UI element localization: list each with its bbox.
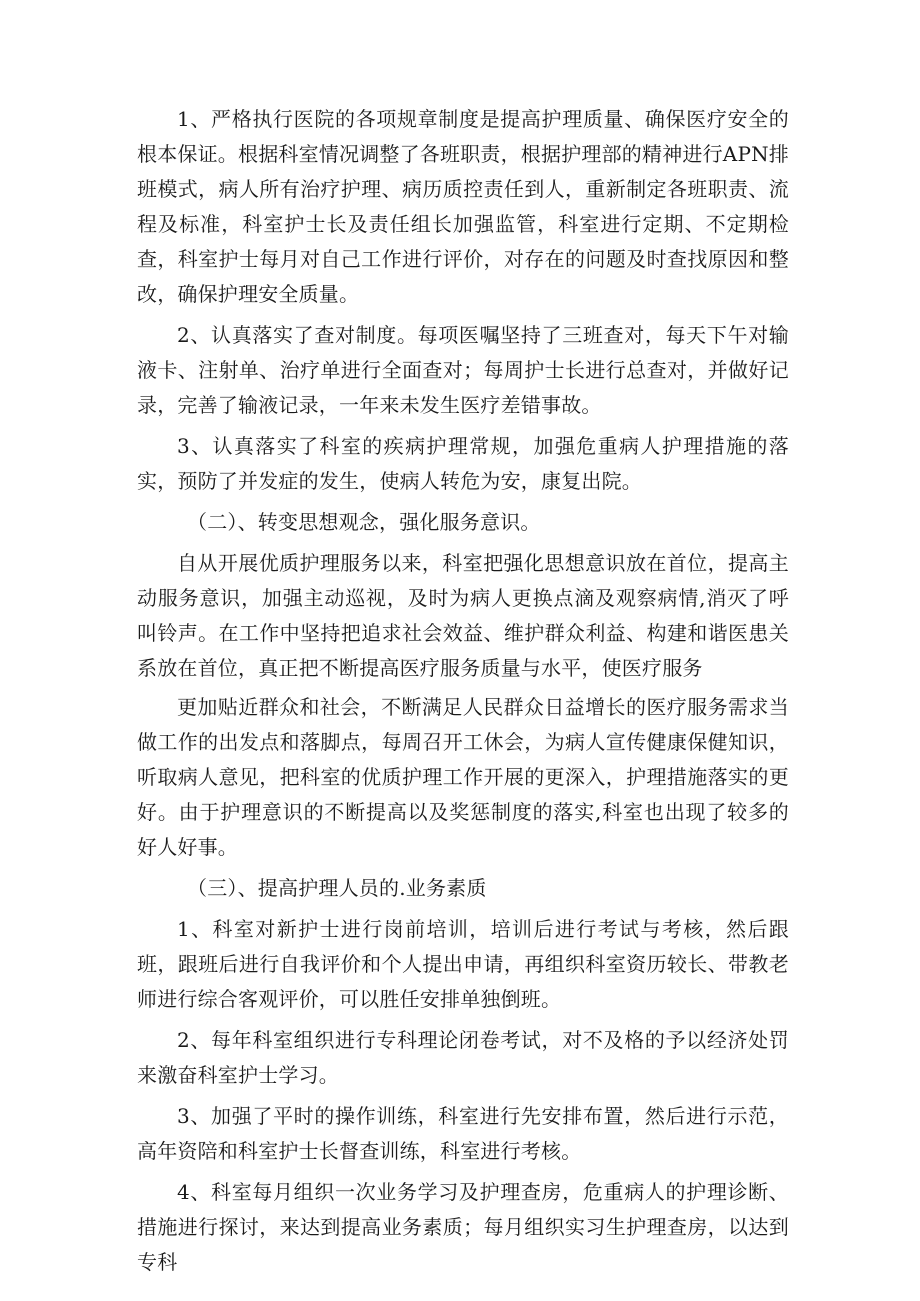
paragraph-check-system: 2、认真落实了查对制度。每项医嘱坚持了三班查对，每天下午对输液卡、注射单、治疗单进行全面查对；每周护士长进行总查对，并做好记录，完善了输液记录，一年来未发生医疗差错事故。 (137, 323, 789, 417)
paragraph-closer-to-public: 更加贴近群众和社会，不断满足人民群众日益增长的医疗服务需求当做工作的出发点和落脚点，每周召开工休会，为病人宣传健康保健知识，听取病人意见，把科室的优质护理工作开展的更深入，护理措施落实的更好。由于护理意识的不断提高以及奖惩制度的落实,科室也出现了较多的好人好事。 (137, 695, 789, 859)
paragraph-operation-training: 3、加强了平时的操作训练，科室进行先安排布置，然后进行示范，高年资陪和科室护士长督查训练，科室进行考核。 (137, 1104, 789, 1163)
paragraph-new-nurse-training: 1、科室对新护士进行岗前培训，培训后进行考试与考核，然后跟班，跟班后进行自我评价和个人提出申请，再组织科室资历较长、带教老师进行综合客观评价，可以胜任安排单独倒班。 (137, 917, 789, 1011)
paragraph-rules-enforcement: 1、严格执行医院的各项规章制度是提高护理质量、确保医疗安全的根本保证。根据科室情况调整了各班职责，根据护理部的精神进行APN排班模式，病人所有治疗护理、病历质控责任到人，重新制定各班职责、流程及标准，科室护士长及责任组长加强监管，科室进行定期、不定期检查，科室护士每月对自己工作进行评价，对存在的问题及时查找原因和整改，确保护理安全质量。 (137, 107, 789, 306)
section-heading-professional-quality: （三）、提高护理人员的.业务素质 (187, 876, 487, 900)
paragraph-nursing-routine: 3、认真落实了科室的疾病护理常规，加强危重病人护理措施的落实，预防了并发症的发生，使病人转危为安，康复出院。 (137, 434, 789, 493)
paragraph-quality-service: 自从开展优质护理服务以来，科室把强化思想意识放在首位，提高主动服务意识，加强主动巡视，及时为病人更换点滴及观察病情,消灭了呼叫铃声。在工作中坚持把追求社会效益、维护群众利益、构建和谐医患关系放在首位，真正把不断提高医疗服务质量与水平，使医疗服务 (137, 551, 789, 680)
paragraph-theory-exam: 2、每年科室组织进行专科理论闭卷考试，对不及格的予以经济处罚来激奋科室护士学习。 (137, 1028, 789, 1087)
paragraph-monthly-study: 4、科室每月组织一次业务学习及护理查房，危重病人的护理诊断、措施进行探讨，来达到提高业务素质；每月组织实习生护理查房，以达到专科 (137, 1180, 789, 1274)
section-heading-service-awareness: （二）、转变思想观念，强化服务意识。 (187, 510, 541, 534)
document-body (137, 102, 789, 1286)
